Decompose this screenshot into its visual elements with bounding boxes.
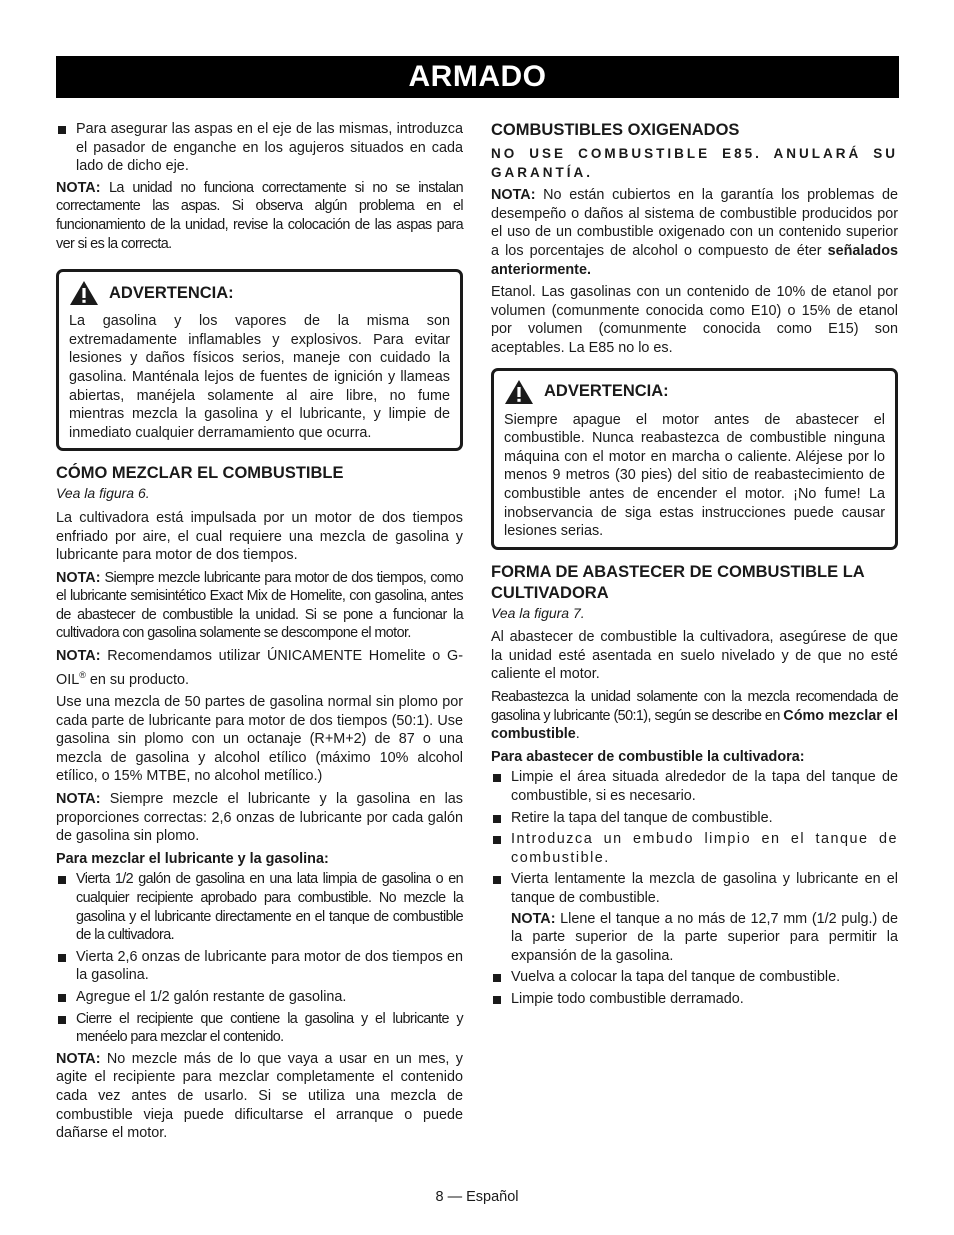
page-title: ARMADO <box>56 56 899 98</box>
steps-list <box>491 768 898 1008</box>
bullet-icon <box>58 876 66 884</box>
list-item-text: Vuelva a colocar la tapa del tanque de combustible. <box>511 969 841 986</box>
list-item <box>56 948 463 985</box>
warning-triangle-icon <box>504 379 534 405</box>
steps-title: Para mezclar el lubricante y la gasolina: <box>56 850 329 867</box>
list-item-text: Vierta lentamente la mezcla de gasolina y lubricante en el tanque de combustible. <box>511 871 898 906</box>
warning-text: Siempre apague el motor antes de abastecer el combustible. Nunca reabastezca de combustible ninguna máquina con el motor en marcha o caliente. Aléjese por lo menos 9 metros (30 pies) del sitio de reabastecimiento de combustible antes de encender el motor. ¡No fume! La inobservancia de siga estas instrucciones puede causar lesiones serias. <box>504 411 885 540</box>
note-label: NOTA: <box>56 569 101 586</box>
warning-triangle-icon <box>69 280 99 306</box>
list-item <box>491 830 898 867</box>
note-paragraph <box>56 1050 463 1143</box>
note-paragraph <box>511 910 898 966</box>
bullet-icon <box>58 126 66 134</box>
list-item <box>491 870 898 965</box>
list-item <box>491 809 898 828</box>
paragraph-tail: . <box>575 726 580 743</box>
note-paragraph <box>491 186 898 279</box>
steps-title: Para abastecer de combustible la cultivadora: <box>491 748 805 765</box>
note-label: NOTA: <box>56 791 101 808</box>
paragraph: Use una mezcla de 50 partes de gasolina normal sin plomo por cada parte de lubricante para motor de dos tiempos (50:1). Use gasolina sin plomo con un octanaje (R+M+2) de 87 o una mezcla de gasolina y alcohol etílico (máximo 10% alcohol etílico, o 15% MTBE, no alcohol metílico.) <box>56 694 463 785</box>
note-paragraph <box>56 179 463 253</box>
note-text: Siempre mezcle el lubricante y la gasolina en las proporciones correctas: 2,6 onzas de lubricante por cada galón de gasolina sin plomo. <box>56 791 463 845</box>
note-text: Llene el tanque a no más de 12,7 mm (1/2 pulg.) de la parte superior de la parte superior para permitir la expansión de la gasolina. <box>511 910 898 964</box>
warning-box <box>491 368 898 550</box>
section-heading: FORMA DE ABASTECER DE COMBUSTIBLE LA CULTIVADORA <box>491 562 865 602</box>
figure-reference: Vea la figura 6. <box>56 485 150 502</box>
list-item <box>491 990 898 1009</box>
cross-reference: Cómo mezclar el combustible <box>491 707 898 743</box>
bullet-icon <box>493 836 501 844</box>
note-bold-text: señalados anteriormente. <box>491 242 898 278</box>
warning-header <box>504 379 885 405</box>
note-text: No están cubiertos en la garantía los problemas de desempeño o daños al sistema de combustible producidos por el uso de un combustible oxigenado con un contenido superior a los porcentajes de alcohol o compuesto de éter <box>491 187 898 259</box>
note-label: NOTA: <box>511 910 556 927</box>
section-heading: CÓMO MEZCLAR EL COMBUSTIBLE <box>56 464 344 483</box>
bullet-icon <box>493 974 501 982</box>
bullet-icon <box>58 994 66 1002</box>
list-item <box>56 1010 463 1047</box>
note-label: NOTA: <box>56 648 101 665</box>
list-item <box>56 988 463 1007</box>
note-paragraph <box>56 569 463 643</box>
list-item <box>56 870 463 944</box>
warning-box <box>56 269 463 451</box>
section-heading: COMBUSTIBLES OXIGENADOS <box>491 121 740 139</box>
bullet-icon <box>493 996 501 1004</box>
note-label: NOTA: <box>56 1050 101 1067</box>
warning-header <box>69 280 450 306</box>
right-column <box>491 120 898 1012</box>
list-item-text: Para asegurar las aspas en el eje de las mismas, introduzca el pasador de enganche en los agujeros situados en cada lado de dicho eje. <box>76 121 463 175</box>
list-item-text: Agregue el 1/2 galón restante de gasolina. <box>76 988 347 1005</box>
warning-title: ADVERTENCIA: <box>109 283 234 302</box>
list-item <box>491 768 898 805</box>
note-text-tail: en su producto. <box>85 671 190 688</box>
list-item-text: Limpie todo combustible derramado. <box>511 990 744 1007</box>
note-label: NOTA: <box>56 179 101 196</box>
paragraph: Al abastecer de combustible la cultivadora, asegúrese de que la unidad esté asentada en suelo nivelado y de que no esté caliente el motor. <box>491 629 898 683</box>
bullet-icon <box>58 954 66 962</box>
list-item-text: Introduzca un embudo limpio en el tanque de combustible. <box>511 831 898 866</box>
note-text: Recomendamos utilizar ÚNICAMENTE Homelite o G-OIL <box>56 648 463 688</box>
warning-text: La gasolina y los vapores de la misma son extremadamente inflamables y explosivos. Para evitar lesiones y daños físicos serios, maneje con cuidado la gasolina. Manténala lejos de fuentes de ignición y llameas abiertas, manéjela solamente al aire libre, no fume mientras mezcla la gasolina y el lubricante, y limpie de inmediato cualquier derramamiento que ocurra. <box>69 313 450 441</box>
oxygenated-warning: NO USE COMBUSTIBLE E85. ANULARÁ SU GARANTÍA. <box>491 146 898 180</box>
note-text: Siempre mezcle lubricante para motor de dos tiempos, como el lubricante semisintético Exact Mix de Homelite, con gasolina, antes de abastecer de combustible la unidad. Si se pone a funcionar la cultivadora con gasolina solamente se descompone el motor. <box>56 569 463 642</box>
list-item-text: Cierre el recipiente que contiene la gasolina y el lubricante y menéelo para mezclar el contenido. <box>76 1010 463 1046</box>
list-item-text: Vierta 1/2 galón de gasolina en una lata limpia de gasolina o en cualquier recipiente aprobado para combustible. No mezcle la gasolina y el lubricante directamente en el tanque de combustible de la cultivadora. <box>76 871 463 944</box>
note-paragraph <box>56 790 463 846</box>
intro-list <box>56 120 463 176</box>
list-item <box>491 968 898 987</box>
list-item <box>56 120 463 176</box>
figure-reference: Vea la figura 7. <box>491 604 585 621</box>
paragraph-text: Reabastezca la unidad solamente con la mezcla recomendada de gasolina y lubricante (50:1), según se describe en <box>491 689 898 724</box>
bullet-icon <box>493 876 501 884</box>
bullet-icon <box>58 1016 66 1024</box>
paragraph: La cultivadora está impulsada por un motor de dos tiempos enfriado por aire, el cual requiere una mezcla de gasolina y lubricante para motor de dos tiempos. <box>56 509 463 564</box>
note-text: La unidad no funciona correctamente si no se instalan correctamente las aspas. Si observa algún problema en el funcionamiento de la unidad, revise la colocación de las aspas para ver si es la correcta. <box>56 179 463 252</box>
warning-title: ADVERTENCIA: <box>544 382 669 401</box>
left-column <box>56 120 463 1147</box>
note-paragraph <box>56 647 463 689</box>
note-text: No mezcle más de lo que vaya a usar en un mes, y agite el recipiente para mezclar completamente el contenido cada vez antes de usarlo. Si se utiliza una mezcla de combustible vieja puede dificultarse el arranque o puede dañarse el motor. <box>56 1050 463 1142</box>
page-footer: 8 — Español <box>435 1189 519 1205</box>
bullet-icon <box>493 774 501 782</box>
list-item-text: Vierta 2,6 onzas de lubricante para motor de dos tiempos en la gasolina. <box>76 948 463 984</box>
registered-mark: ® <box>79 669 86 680</box>
paragraph <box>491 688 898 744</box>
steps-list <box>56 870 463 1046</box>
bullet-icon <box>493 815 501 823</box>
paragraph: Etanol. Las gasolinas con un contenido de 10% de etanol por volumen (comunmente conocida como E10) o 15% de etanol por volumen (comunmente conocida como E15) son aceptables. La E85 no lo es. <box>491 284 898 356</box>
list-item-text: Limpie el área situada alrededor de la tapa del tanque de combustible, si es necesario. <box>511 769 898 805</box>
note-label: NOTA: <box>491 187 536 204</box>
list-item-text: Retire la tapa del tanque de combustible. <box>511 809 773 826</box>
